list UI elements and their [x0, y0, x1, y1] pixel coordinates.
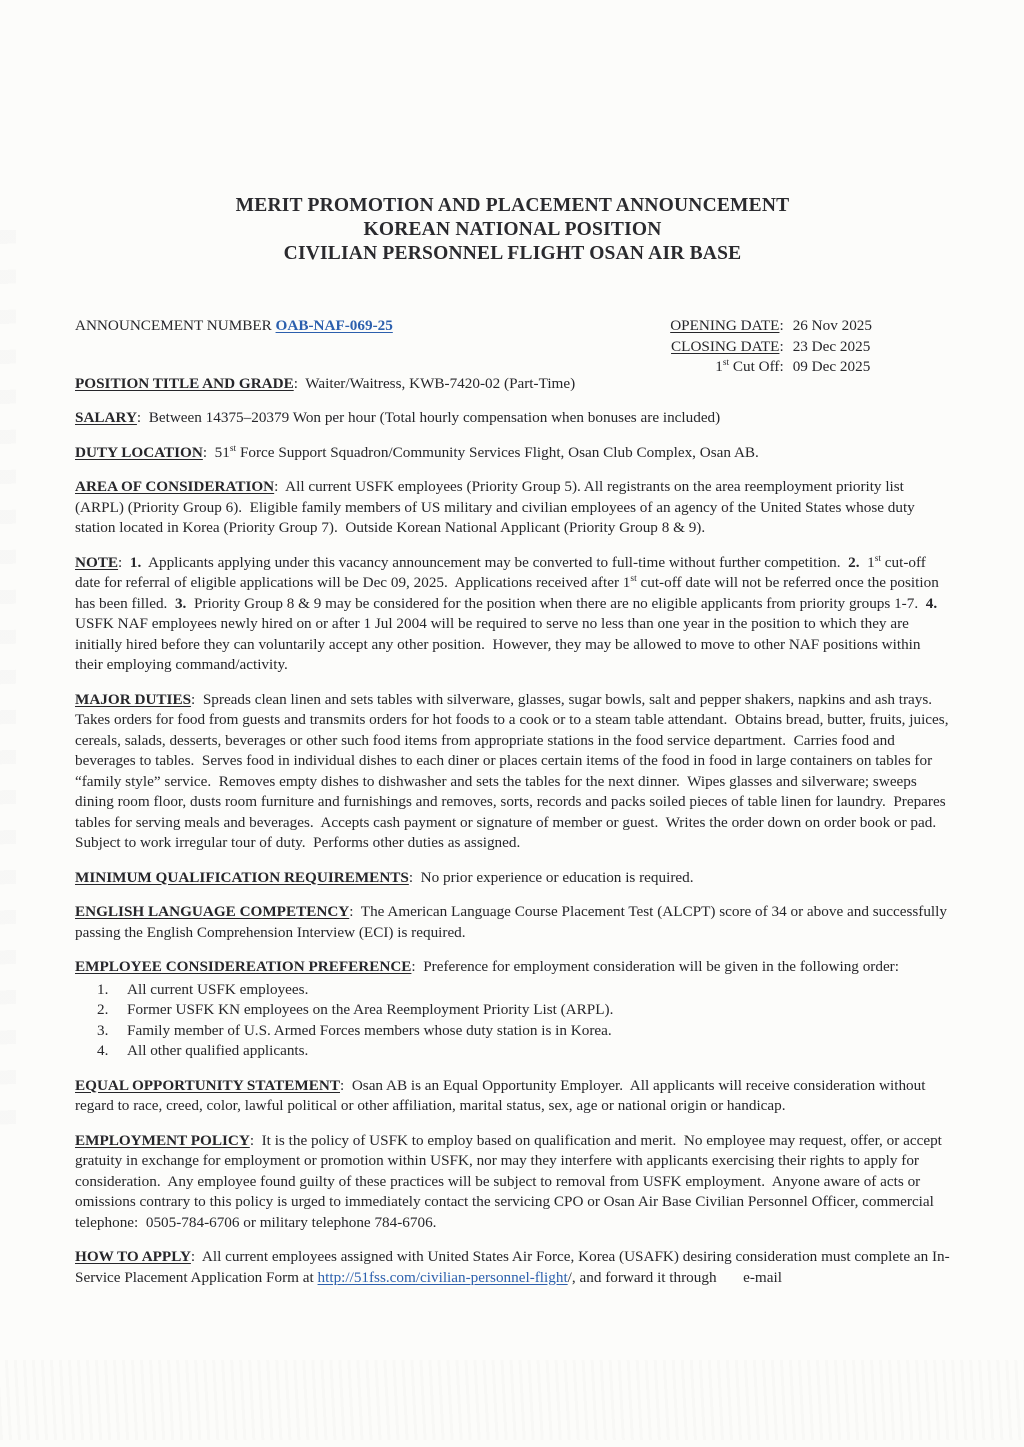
salary-label: SALARY: [75, 409, 137, 426]
equal-opportunity-label: EQUAL OPPORTUNITY STATEMENT: [75, 1076, 340, 1094]
english-language-label: ENGLISH LANGUAGE COMPETENCY: [75, 903, 350, 920]
note-label: NOTE: [75, 553, 119, 571]
preference-item-text: All current USFK employees.: [127, 980, 309, 998]
note-text: : 1. Applicants applying under this vacancy announcement may be converted to full-time without further competition. 2. 1st cut-off date for referral of eligible applications will be Dec 09, 2025. Applications received after 1st cut-off date will not be referred once the position has been filled. 3. Priority Group 8 & 9 may be considered for the position when there are no eligible applicants from priority groups 1-7. 4. USFK NAF employees newly hired on or after 1 Jul 2004 will be required to serve no less than one year in the position to which they are initially hired before they can voluntarily accept any other position. However, they may be allowed to move to other NAF positions within their employing command/activity.: [75, 553, 945, 673]
announcement-number-line: ANNOUNCEMENT NUMBER OAB-NAF-069-25: [75, 317, 393, 334]
scan-artifact-left: [0, 230, 16, 1130]
salary-text: : Between 14375–20379 Won per hour (Total hourly compensation when bonuses are included): [136, 409, 721, 426]
preference-item-number: 3.: [97, 1021, 109, 1039]
employee-preference-text: : Preference for employment consideration will be given in the following order:: [411, 958, 899, 975]
duty-location-label: DUTY LOCATION: [75, 443, 203, 461]
major-duties-label: MAJOR DUTIES: [75, 690, 192, 708]
preference-item-text: All other qualified applicants.: [127, 1042, 309, 1059]
employment-policy-section: [75, 1131, 950, 1234]
scan-artifact-bottom: [0, 1360, 1024, 1440]
preference-item: [97, 1000, 950, 1021]
duty-location-section: [75, 443, 950, 464]
preference-item-text: Former USFK KN employees on the Area Reemployment Priority List (ARPL).: [127, 1001, 614, 1018]
employee-preference-section: [75, 957, 950, 978]
preference-item: [97, 1041, 950, 1062]
opening-date-value: 26 Nov 2025: [792, 317, 872, 334]
area-of-consideration-section: [75, 477, 950, 539]
minimum-qualification-text: : No prior experience or education is required.: [408, 868, 694, 886]
first-cutoff-value: 09 Dec 2025: [792, 358, 871, 375]
employment-policy-label: EMPLOYMENT POLICY: [75, 1131, 250, 1149]
closing-date-label: CLOSING DATE:: [671, 337, 784, 355]
position-title-label: POSITION TITLE AND GRADE: [75, 374, 294, 392]
preference-item-number: 4.: [97, 1042, 109, 1059]
announcement-number-link[interactable]: OAB-NAF-069-25: [275, 317, 393, 334]
title-line-2: KOREAN NATIONAL POSITION: [363, 219, 662, 240]
equal-opportunity-section: [75, 1076, 950, 1117]
title-line-1: MERIT PROMOTION AND PLACEMENT ANNOUNCEMENT: [235, 195, 790, 216]
how-to-apply-label: HOW TO APPLY: [75, 1248, 191, 1265]
document-title: [75, 194, 950, 266]
major-duties-text: : Spreads clean linen and sets tables with silverware, glasses, sugar bowls, salt and pepper shakers, napkins and ash trays. Takes orders for food from guests and transmits orders for hot foods to a cook or to a steam table attendant. Obtains bread, butter, fruits, juices, cereals, salads, desserts, beverages or other such food items from appropriate stations in the food service department. Carries food and beverages to tables. Serves food in individual dishes to each diner or places certain items of the food in food in large containers on tables for “family style” service. Removes empty dishes to dishwasher and sets the tables for the next dinner. Wipes glasses and silverware; sweeps dining room floor, dusts room furniture and furnishings and removes, sorts, records and packs soiled pieces of table linen for laundry. Prepares tables for serving meals and beverages. Accepts cash payment or signature of member or guest. Writes the order down on order book or pad. Subject to work irregular tour of duty. Performs other duties as assigned.: [75, 690, 953, 851]
announcement-header-row: [75, 316, 950, 378]
english-language-text: : The American Language Course Placement Test (ALCPT) score of 34 or above and successfully passing the English Comprehension Interview (ECI) is required.: [75, 903, 951, 941]
opening-date-label: OPENING DATE:: [670, 317, 784, 334]
employee-preference-label: EMPLOYEE CONSIDEREATION PREFERENCE: [75, 958, 412, 975]
equal-opportunity-text: : Osan AB is an Equal Opportunity Employer. All applicants will receive consideration without regard to race, creed, color, lawful political or other affiliation, marital status, sex, age or national origin or handicap.: [75, 1076, 930, 1114]
salary-section: [75, 408, 950, 429]
preference-list: [97, 980, 950, 1062]
closing-date-value: 23 Dec 2025: [792, 337, 871, 355]
title-line-3: CIVILIAN PERSONNEL FLIGHT OSAN AIR BASE: [283, 243, 742, 264]
minimum-qualification-label: MINIMUM QUALIFICATION REQUIREMENTS: [75, 868, 409, 886]
preference-item-number: 2.: [97, 1001, 109, 1018]
note-section: [75, 553, 950, 676]
how-to-apply-section: [75, 1247, 950, 1288]
area-of-consideration-text: : All current USFK employees (Priority Group 5). All registrants on the area reemployment priority list (ARPL) (Priority Group 6). Eligible family members of US military and civilian employees of an agency of the United States whose duty station located in Korea (Priority Group 7). Outside Korean National Applicant (Priority Group 8 & 9).: [75, 478, 919, 536]
english-language-section: [75, 902, 950, 943]
area-of-consideration-label: AREA OF CONSIDERATION: [75, 478, 275, 495]
how-to-apply-text: : All current employees assigned with United States Air Force, Korea (USAFK) desiring consideration must complete an In-Service Placement Application Form at http://51fss.com/civilian-personnel-flight/, and forward it through e-mail: [75, 1248, 950, 1286]
apply-url-link[interactable]: http://51fss.com/civilian-personnel-flight: [317, 1268, 568, 1286]
duty-location-text: : 51st Force Support Squadron/Community Services Flight, Osan Club Complex, Osan AB.: [202, 443, 759, 461]
employment-policy-text: : It is the policy of USFK to employ based on qualification and merit. No employee may request, offer, or accept gratuity in exchange for employment or promotion within USFK, nor may they interfere with applicants exercising their rights to apply for consideration. Any employee found guilty of these practices will be subject to removal from USFK employment. Anyone aware of acts or omissions contrary to this policy is urged to immediately contact the servicing CPO or Osan Air Base Civilian Personnel Officer, commercial telephone: 0505-784-6706 or military telephone 784-6706.: [75, 1131, 946, 1231]
preference-item: [97, 1021, 950, 1042]
first-cutoff-label: 1st Cut Off:: [715, 357, 784, 375]
minimum-qualification-section: [75, 868, 950, 889]
preference-item-number: 1.: [97, 980, 109, 998]
position-title-text: : Waiter/Waitress, KWB-7420-02 (Part-Time): [293, 374, 576, 392]
dates-block: [670, 316, 872, 378]
preference-item-text: Family member of U.S. Armed Forces members whose duty station is in Korea.: [127, 1021, 612, 1039]
major-duties-section: [75, 690, 953, 854]
preference-item: [97, 980, 950, 1001]
